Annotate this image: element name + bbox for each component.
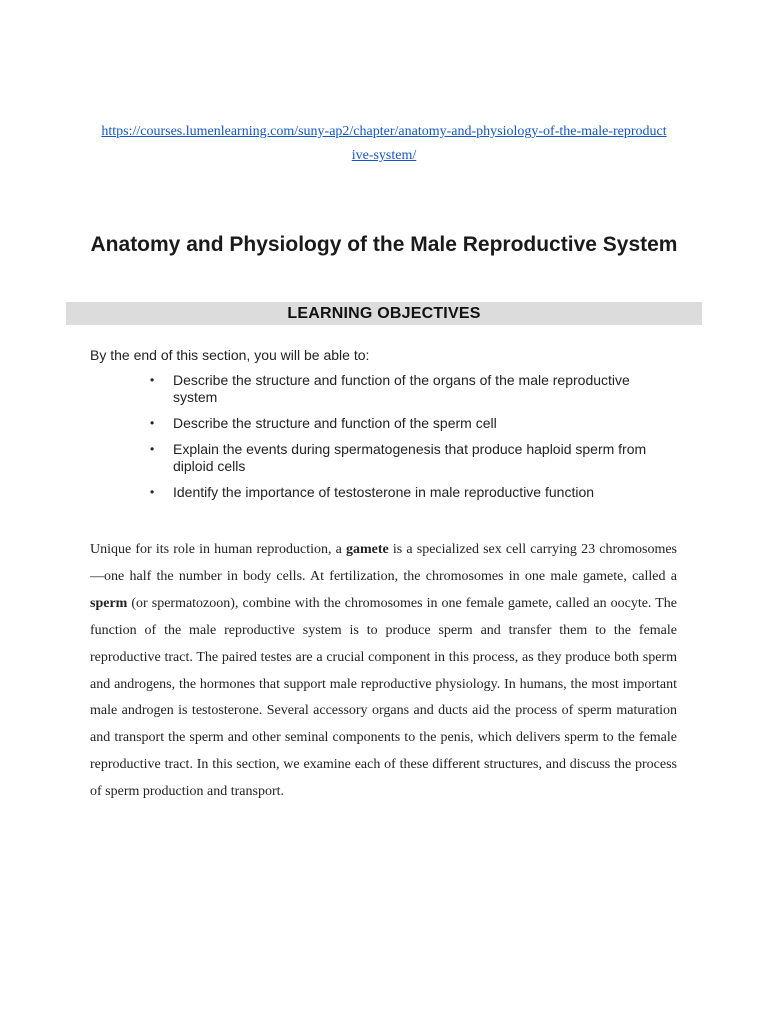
objective-text: Describe the structure and function of the organs of the male reproductive system [173, 372, 630, 405]
term-sperm: sperm [90, 595, 128, 611]
body-text-segment: (or spermatozoon), combine with the chromosomes in one female gamete, called an oocyte. The function of the male reproductive system is to produce sperm and transfer them to the female reproductive tract. The paired testes are a crucial component in this process, as they produce both sperm and androgens, the hormones that support male reproductive physiology. In humans, the most important male androgen is testosterone. Several accessory organs and ducts aid the process of sperm maturation and transport the sperm and other seminal components to the penis, which delivers sperm to the female reproductive tract. In this section, we examine each of these different structures, and discuss the process of sperm production and transport. [90, 595, 677, 800]
source-url-link[interactable]: https://courses.lumenlearning.com/suny-ap2/chapter/anatomy-and-physiology-of-the-male-reproductive-system/ [101, 124, 667, 163]
bullet-icon: • [150, 442, 155, 456]
objective-item [150, 484, 660, 501]
body-text-segment: Unique for its role in human reproduction, a [90, 542, 346, 557]
bullet-icon: • [150, 416, 155, 430]
objective-item [150, 441, 660, 475]
bullet-icon: • [150, 373, 155, 387]
body-paragraph [90, 537, 677, 806]
learning-objectives-heading: LEARNING OBJECTIVES [66, 302, 702, 325]
objective-item [150, 415, 660, 432]
objective-text: Explain the events during spermatogenesis that produce haploid sperm from diploid cells [173, 441, 647, 474]
objective-text: Describe the structure and function of the sperm cell [173, 415, 497, 431]
objectives-intro: By the end of this section, you will be able to: [90, 347, 370, 363]
page-title: Anatomy and Physiology of the Male Reproductive System [90, 233, 678, 256]
objective-item [150, 372, 660, 406]
bullet-icon: • [150, 485, 155, 499]
term-gamete: gamete [346, 542, 389, 557]
objectives-list [150, 372, 660, 510]
objective-text: Identify the importance of testosterone in male reproductive function [173, 484, 595, 500]
body-text-segment: is a specialized sex cell carrying 23 chromosomes—one half the number in body cells. At fertilization, the chromosomes in one male gamete, called a [90, 542, 677, 584]
